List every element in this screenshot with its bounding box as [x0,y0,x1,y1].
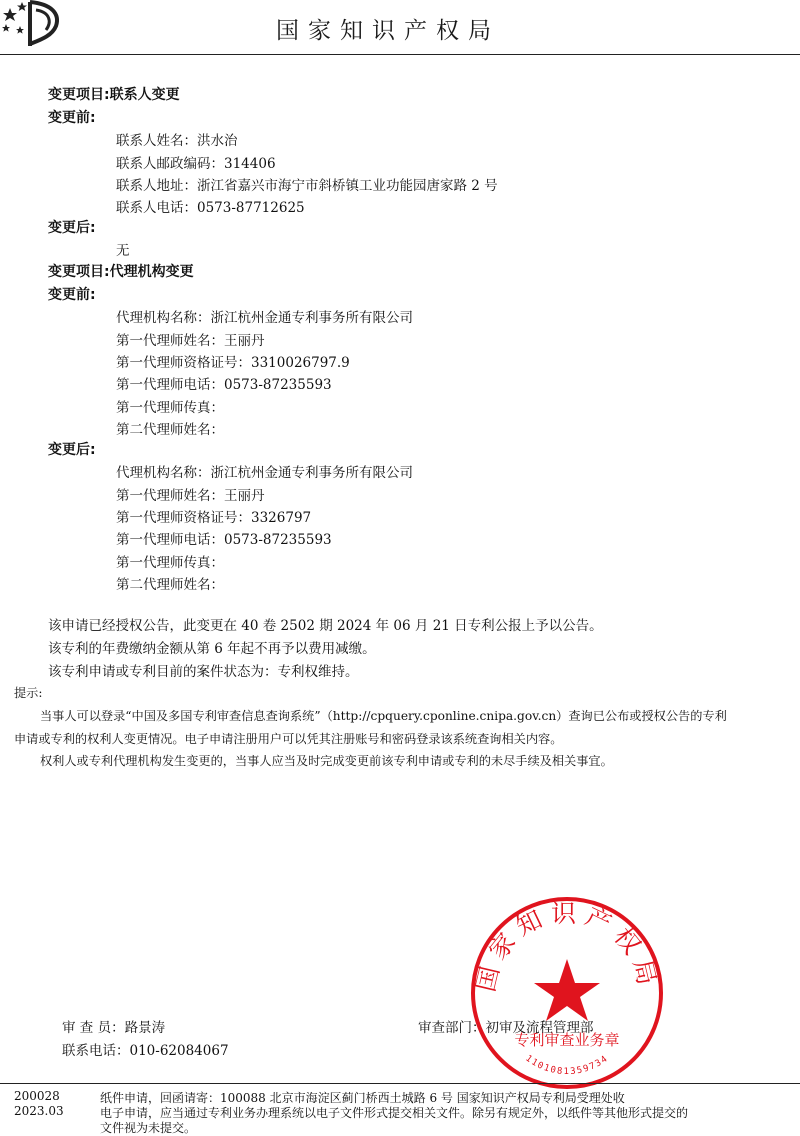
contact-before-line: 联系人地址：浙江省嘉兴市海宁市斜桥镇工业功能园唐家路 2 号 [116,178,498,194]
svg-text:1101081359734 [523,1054,610,1077]
statement-line: 该专利申请或专利目前的案件状态为：专利权维持。 [48,664,359,680]
section-agency-after-label: 变更后: [48,442,96,458]
footer-line: 文件视为未提交。 [100,1121,197,1135]
agency-after-line: 第一代理师资格证号：3326797 [116,510,312,526]
form-code: 200028 [14,1089,60,1103]
agency-before-line: 第二代理师姓名： [116,422,224,438]
section-contact-after-label: 变更后: [48,220,96,236]
section-contact-title: 变更项目:联系人变更 [48,87,180,103]
contact-before-line: 联系人姓名：洪水治 [116,133,238,149]
section-agency-before-label: 变更前: [48,287,96,303]
agency-title: 国家知识产权局 [276,18,500,44]
agency-before-line: 第一代理师电话：0573-87235593 [116,377,332,393]
form-date: 2023.03 [14,1104,64,1118]
agency-after-line: 第一代理师姓名：王丽丹 [116,488,265,504]
review-department: 审查部门：初审及流程管理部 [418,1020,594,1036]
notice-line: 当事人可以登录“中国及多国专利审查信息查询系统”（http://cpquery.cponline.cnipa.gov.cn）查询已公布或授权公告的专利 [40,709,727,723]
agency-before-line: 第一代理师传真： [116,400,224,416]
seal-inner-text: 专利审查业务章 [514,1031,620,1049]
examiner-phone: 联系电话：010-62084067 [62,1043,229,1059]
official-seal-icon [467,893,667,1093]
agency-before-line: 第一代理师资格证号：3310026797.9 [116,355,350,371]
notice-label: 提示: [14,686,43,700]
contact-before-line: 联系人邮政编码：314406 [116,156,276,172]
section-contact-before-label: 变更前: [48,110,96,126]
notice-line: 申请或专利的权利人变更情况。电子申请注册用户可以凭其注册账号和密码登录该系统查询相关内容。 [14,732,563,746]
cnipa-logo-icon [0,0,66,48]
contact-after-line: 无 [116,243,130,259]
seal-serial-text: 1101081359734 [523,1053,611,1078]
agency-after-line: 第一代理师传真： [116,555,224,571]
agency-after-line: 第一代理师电话：0573-87235593 [116,532,332,548]
agency-before-line: 第一代理师姓名：王丽丹 [116,333,265,349]
section-agency-title: 变更项目:代理机构变更 [48,264,194,280]
contact-before-line: 联系人电话：0573-87712625 [116,200,305,216]
statement-line: 该申请已经授权公告，此变更在 40 卷 2502 期 2024 年 06 月 21 日专利公报上予以公告。 [48,618,603,634]
footer-line: 电子申请，应当通过专利业务办理系统以电子文件形式提交相关文件。除另有规定外，以纸件等其他形式提交的 [100,1106,689,1120]
header-divider [0,54,800,55]
agency-after-line: 第二代理师姓名： [116,577,224,593]
seal-outer-text: 国家知识产权局 [470,899,664,995]
agency-before-line: 代理机构名称：浙江杭州金通专利事务所有限公司 [116,310,413,326]
agency-after-line: 代理机构名称：浙江杭州金通专利事务所有限公司 [116,465,413,481]
examiner-name: 审 查 员：路景涛 [62,1020,166,1036]
footer-divider [0,1083,800,1084]
footer-line: 纸件申请，回函请寄：100088 北京市海淀区蓟门桥西土城路 6 号 国家知识产权局专利局受理处收 [100,1091,625,1105]
notice-line: 权利人或专利代理机构发生变更的，当事人应当及时完成变更前该专利申请或专利的未尽手续及相关事宜。 [40,754,613,768]
statement-line: 该专利的年费缴纳金额从第 6 年起不再予以费用减缴。 [48,641,376,657]
